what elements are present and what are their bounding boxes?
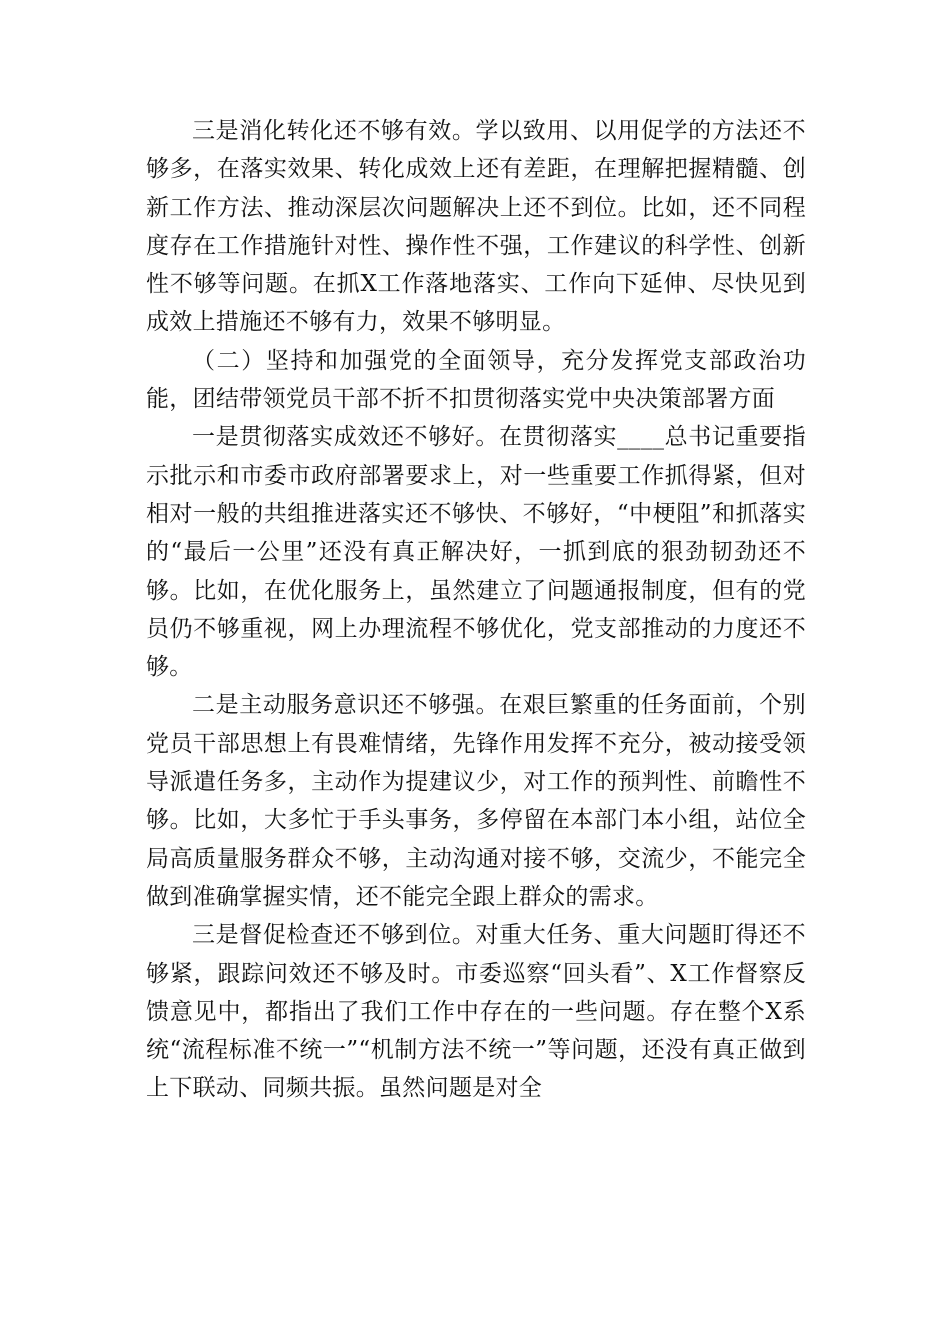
paragraph-implementation-effectiveness: 一是贯彻落实成效还不够好。在贯彻落实____总书记重要指示批示和市委市政府部署要求上，对一些重要工作抓得紧，但对相对一般的共组推进落实还不够快、不够好，“中梗阻”和抓落实的“最后一公里”还没有真正解决好，一抓到底的狠劲韧劲还不够。比如，在优化服务上，虽然建立了问题通报制度，但有的党员仍不够重视，网上办理流程不够优化，党支部推动的力度还不够。 [146,424,806,681]
document-body [146,112,806,1108]
paragraph-digestion-transformation: 三是消化转化还不够有效。学以致用、以用促学的方法还不够多，在落实效果、转化成效上还有差距，在理解把握精髓、创新工作方法、推动深层次问题解决上还不到位。比如，还不同程度存在工作措施针对性、操作性不强，工作建议的科学性、创新性不够等问题。在抓X工作落地落实、工作向下延伸、尽快见到成效上措施还不够有力，效果不够明显。 [146,118,806,336]
paragraph-supervision-inspection: 三是督促检查还不够到位。对重大任务、重大问题盯得还不够紧，跟踪问效还不够及时。市委巡察“回头看”、X工作督察反馈意见中，都指出了我们工作中存在的一些问题。存在整个X系统“流程标准不统一”“机制方法不统一”等问题，还没有真正做到上下联动、同频共振。虽然问题是对全 [146,922,806,1102]
section-heading-two: （二）坚持和加强党的全面领导，充分发挥党支部政治功能，团结带领党员干部不折不扣贯彻落实党中央决策部署方面 [146,347,806,413]
paragraph-service-awareness: 二是主动服务意识还不够强。在艰巨繁重的任务面前，个别党员干部思想上有畏难情绪，先锋作用发挥不充分，被动接受领导派遣任务多，主动作为提建议少，对工作的预判性、前瞻性不够。比如，大多忙于手头事务，多停留在本部门本小组，站位全局高质量服务群众不够，主动沟通对接不够，交流少，不能完全做到准确掌握实情，还不能完全跟上群众的需求。 [146,692,806,910]
